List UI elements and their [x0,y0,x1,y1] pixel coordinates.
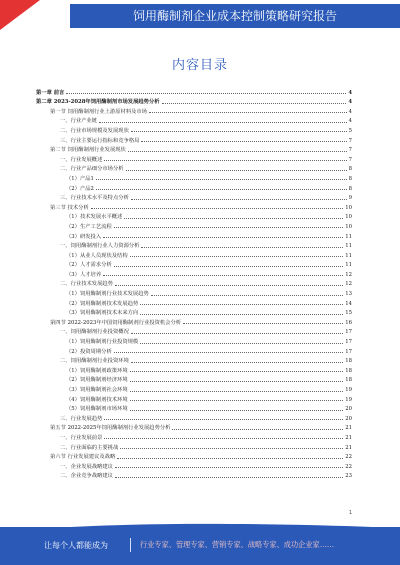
toc-leader-dots [117,458,343,459]
header-red-accent [0,0,40,30]
toc-leader-dots [99,122,347,123]
toc-leader-dots [103,237,343,238]
toc-leader-dots [91,208,343,209]
toc-entry[interactable] [36,326,352,336]
toc-entry-page: 5 [348,127,352,134]
page-number: 1 [348,510,352,516]
toc-entry[interactable] [36,96,352,106]
toc-entry-page: 22 [345,454,352,461]
toc-entry-page: 21 [345,434,352,441]
toc-entry-page: 16 [345,319,352,326]
toc-entry[interactable] [36,335,352,345]
toc-leader-dots [162,103,347,104]
toc-entry-title: 第二章 2023-2028年饲用酶制剂市场发展趋势分析 [36,99,160,106]
toc-entry-page: 12 [345,271,352,278]
toc-leader-dots [104,438,343,439]
toc-leader-dots [128,151,347,152]
toc-entry[interactable] [36,182,352,192]
toc-entry-title: 二、行业产品细分市场分析 [60,166,124,173]
toc-leader-dots [114,227,344,228]
toc-entry-title: 二、行业面临的主要挑战 [60,444,119,451]
toc-leader-dots [130,410,344,411]
toc-entry[interactable] [36,163,352,173]
toc-entry-title: 一、企业发展战略建议 [60,463,113,470]
toc-leader-dots [103,275,343,276]
toc-leader-dots [115,477,343,478]
toc-leader-dots [130,391,344,392]
toc-entry[interactable] [36,403,352,413]
toc-leader-dots [66,93,346,94]
toc-entry-title: 第一章 前言 [36,89,65,96]
toc-leader-dots [120,448,343,449]
toc-entry-page: 11 [345,252,352,259]
toc-leader-dots [96,189,347,190]
toc-leader-dots [115,285,343,286]
toc-entry-title: 一、饲用酶制剂行业投资概况 [60,329,129,336]
toc-entry-page: 14 [345,300,352,307]
toc-entry-title: 三、行业技术水平及特点分析 [60,195,129,202]
toc-entry-title: 一、行业发展前景 [60,434,103,441]
toc-entry-title: 第五节 2022-2025年饲用酶制剂行业发展趋势分析 [50,425,171,432]
toc-entry[interactable] [36,441,352,451]
table-of-contents [36,86,352,479]
toc-entry[interactable] [36,470,352,480]
toc-entry-page: 10 [345,223,352,230]
toc-entry-title: （3）饲用酶制剂技术未来方向 [66,310,139,317]
toc-entry-title: （1）饲用酶制剂行业技术发展趋势 [66,291,149,298]
toc-entry-page: 20 [345,406,352,413]
toc-entry[interactable] [36,393,352,403]
toc-entry-page: 20 [345,415,352,422]
toc-entry[interactable] [36,86,352,96]
toc-entry[interactable] [36,192,352,202]
toc-leader-dots [131,131,347,132]
toc-entry[interactable] [36,259,352,269]
toc-entry[interactable] [36,153,352,163]
toc-entry-title: （2）投资周期分析 [66,348,112,355]
toc-entry-title: 二、行业市场规模及发展现状 [60,127,129,134]
toc-entry-page: 21 [345,444,352,451]
toc-entry-title: （2）生产工艺流程 [66,223,112,230]
toc-entry-title: 第二节 饲用酶制剂行业发展现状 [50,147,126,154]
toc-entry[interactable] [36,364,352,374]
toc-entry-title: （2）饲用酶制剂经济环境 [66,377,128,384]
toc-entry-page: 11 [345,262,352,269]
toc-leader-dots [172,429,343,430]
footer-divider [130,538,131,552]
toc-leader-dots [130,371,344,372]
toc-entry-title: 一、饲用酶制剂行业人力资源分析 [60,243,140,250]
toc-entry-page: 13 [345,291,352,298]
toc-leader-dots [140,304,343,305]
toc-entry-page: 22 [345,463,352,470]
toc-entry-title: 三、行业主要运行指标和竞争格局 [60,137,140,144]
toc-entry-page: 15 [345,310,352,317]
toc-leader-dots [183,323,343,324]
toc-entry-title: （4）饲用酶制剂技术环境 [66,396,128,403]
toc-entry-page: 8 [348,175,352,182]
toc-entry-page: 7 [348,147,352,154]
toc-entry[interactable] [36,115,352,125]
toc-entry-title: （2）人才需求分析 [66,262,112,269]
toc-entry-title: 第一节 饲用酶制剂行业上游原材料及市场 [50,108,148,115]
toc-entry-title: （1）产品1 [66,175,94,182]
footer-slogan-left: 让每个人都能成为 [44,541,108,550]
toc-heading: 内容目录 [171,58,228,73]
toc-entry-title: 三、行业发展趋势 [60,415,103,422]
toc-entry[interactable] [36,105,352,115]
toc-entry-page: 4 [348,99,352,106]
toc-leader-dots [96,179,347,180]
toc-leader-dots [130,381,344,382]
toc-entry-title: 二、企业竞争战略建议 [60,473,113,480]
toc-entry-page: 11 [345,233,352,240]
toc-leader-dots [140,314,343,315]
toc-entry[interactable] [36,460,352,470]
toc-entry-title: 一、行业发展概述 [60,156,103,163]
toc-entry[interactable] [36,297,352,307]
toc-entry-title: 一、行业产业链 [60,118,98,125]
toc-entry[interactable] [36,287,352,297]
toc-leader-dots [141,247,343,248]
toc-leader-dots [151,295,343,296]
toc-entry-page: 9 [348,195,352,202]
toc-leader-dots [114,352,344,353]
toc-entry[interactable] [36,240,352,250]
toc-entry-title: 二、饲用酶制剂行业投资环境 [60,358,129,365]
toc-entry-title: 第四节 2022-2023年中国饲用酶制剂行业投资机会分析 [50,319,182,326]
toc-entry-page: 21 [345,425,352,432]
toc-entry[interactable] [36,422,352,432]
toc-leader-dots [130,256,344,257]
toc-entry-page: 17 [345,348,352,355]
toc-leader-dots [130,400,344,401]
toc-entry-page: 4 [348,89,352,96]
toc-entry[interactable] [36,172,352,182]
toc-entry-page: 17 [345,339,352,346]
toc-entry[interactable] [36,374,352,384]
toc-entry[interactable] [36,412,352,422]
toc-entry[interactable] [36,345,352,355]
toc-entry-page: 4 [348,108,352,115]
toc-entry[interactable] [36,249,352,259]
toc-entry-title: （3）饲用酶制剂社会环境 [66,387,128,393]
toc-leader-dots [114,266,344,267]
toc-entry-page: 4 [348,118,352,125]
toc-entry-title: （1）饲用酶制剂政策环境 [66,367,128,374]
toc-entry-title: （3）人才培养 [66,271,102,278]
toc-entry-page: 10 [345,204,352,211]
toc-entry-page: 7 [348,156,352,163]
toc-entry-page: 19 [345,396,352,403]
toc-entry[interactable] [36,144,352,154]
toc-entry-title: （2）饲用酶制剂技术发展趋势 [66,300,139,307]
toc-leader-dots [131,199,347,200]
toc-entry[interactable] [36,134,352,144]
toc-leader-dots [126,170,347,171]
toc-entry-page: 11 [345,243,352,250]
toc-leader-dots [131,333,343,334]
toc-leader-dots [124,218,343,219]
toc-entry[interactable] [36,220,352,230]
toc-entry-page: 18 [345,377,352,384]
toc-entry[interactable] [36,451,352,461]
toc-entry-page: 8 [348,166,352,173]
toc-leader-dots [104,160,346,161]
toc-entry[interactable] [36,230,352,240]
toc-entry[interactable] [36,278,352,288]
toc-entry-title: （1）饲用酶制剂行业投资规模 [66,339,139,346]
toc-entry-page: 18 [345,358,352,365]
toc-leader-dots [131,362,343,363]
document-title: 饲用酶制剂企业成本控制策略研究报告 [132,9,337,23]
toc-entry-page: 12 [345,281,352,288]
toc-entry-title: （1）技术发展水平概述 [66,214,123,221]
toc-leader-dots [141,141,346,142]
toc-entry[interactable] [36,307,352,317]
toc-entry-title: 第三节 技术分析 [50,204,89,211]
toc-entry-title: （3）研发投入 [66,233,102,240]
toc-leader-dots [115,467,343,468]
toc-entry-page: 18 [345,367,352,374]
toc-entry-title: （2）产品2 [66,185,94,192]
toc-entry[interactable] [36,124,352,134]
toc-entry[interactable] [36,383,352,393]
toc-entry[interactable] [36,201,352,211]
toc-entry-page: 7 [348,137,352,144]
toc-entry-page: 23 [345,473,352,480]
toc-entry-title: 第六节 行业发展建议及战略 [50,454,116,461]
toc-entry[interactable] [36,316,352,326]
toc-entry[interactable] [36,268,352,278]
toc-entry-title: 二、行业技术发展趋势 [60,281,113,288]
toc-entry-page: 10 [345,214,352,221]
toc-leader-dots [149,112,347,113]
toc-leader-dots [140,343,343,344]
toc-entry[interactable] [36,355,352,365]
footer-slogan-right: 行业专家、管理专家、营销专家、战略专家、成功企业家…… [140,540,335,549]
toc-entry[interactable] [36,431,352,441]
toc-entry-title: （1）从业人员现状及结构 [66,252,128,259]
toc-entry-page: 17 [345,329,352,336]
toc-entry-title: （5）饲用酶制剂市场环境 [66,406,128,413]
toc-entry[interactable] [36,211,352,221]
toc-entry-page: 8 [348,185,352,192]
toc-entry-page: 19 [345,387,352,393]
toc-leader-dots [104,419,343,420]
